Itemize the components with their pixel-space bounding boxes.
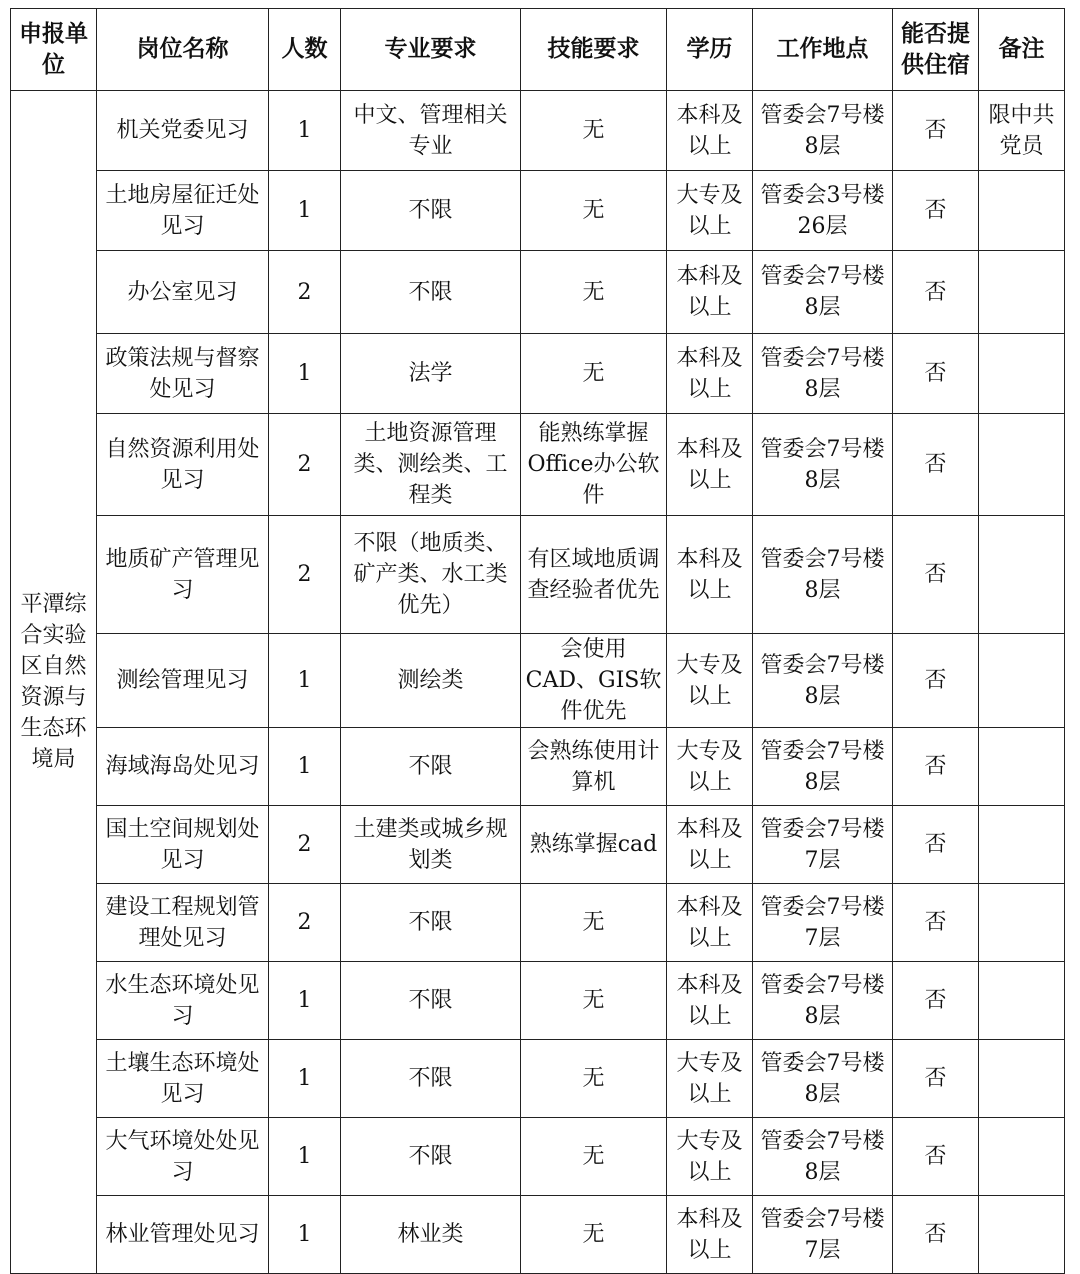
table-row — [11, 334, 1065, 414]
position-name-cell: 政策法规与督察处见习 — [97, 334, 269, 414]
location-cell: 管委会7号楼8层 — [753, 634, 893, 728]
education-cell: 大专及以上 — [667, 1040, 753, 1118]
count-cell: 1 — [269, 91, 341, 171]
table-row — [11, 171, 1065, 251]
skill-cell: 无 — [521, 884, 667, 962]
accommodation-cell: 否 — [893, 728, 979, 806]
accommodation-cell: 否 — [893, 1118, 979, 1196]
count-cell: 2 — [269, 884, 341, 962]
skill-cell: 熟练掌握cad — [521, 806, 667, 884]
table-row — [11, 1040, 1065, 1118]
position-name-cell: 地质矿产管理见习 — [97, 516, 269, 634]
skill-cell: 能熟练掌握Office办公软件 — [521, 414, 667, 516]
header-skill: 技能要求 — [521, 9, 667, 91]
education-cell: 本科及以上 — [667, 516, 753, 634]
table-row — [11, 1196, 1065, 1274]
major-cell: 不限 — [341, 251, 521, 334]
count-cell: 1 — [269, 1196, 341, 1274]
accommodation-cell: 否 — [893, 962, 979, 1040]
positions-table — [10, 8, 1065, 1274]
location-cell: 管委会3号楼26层 — [753, 171, 893, 251]
education-cell: 本科及以上 — [667, 414, 753, 516]
notes-cell — [979, 334, 1065, 414]
position-name-cell: 水生态环境处见习 — [97, 962, 269, 1040]
location-cell: 管委会7号楼8层 — [753, 91, 893, 171]
skill-cell: 会熟练使用计算机 — [521, 728, 667, 806]
major-cell: 不限 — [341, 1040, 521, 1118]
header-location: 工作地点 — [753, 9, 893, 91]
major-cell: 不限 — [341, 728, 521, 806]
notes-cell — [979, 1196, 1065, 1274]
count-cell: 2 — [269, 414, 341, 516]
position-name-cell: 林业管理处见习 — [97, 1196, 269, 1274]
education-cell: 大专及以上 — [667, 1118, 753, 1196]
accommodation-cell: 否 — [893, 251, 979, 334]
skill-cell: 无 — [521, 334, 667, 414]
position-name-cell: 测绘管理见习 — [97, 634, 269, 728]
skill-cell: 无 — [521, 251, 667, 334]
notes-cell — [979, 1118, 1065, 1196]
notes-cell — [979, 634, 1065, 728]
education-cell: 本科及以上 — [667, 806, 753, 884]
education-cell: 本科及以上 — [667, 334, 753, 414]
header-notes: 备注 — [979, 9, 1065, 91]
location-cell: 管委会7号楼8层 — [753, 334, 893, 414]
notes-cell — [979, 884, 1065, 962]
notes-cell: 限中共党员 — [979, 91, 1065, 171]
position-name-cell: 机关党委见习 — [97, 91, 269, 171]
position-name-cell: 土地房屋征迁处见习 — [97, 171, 269, 251]
position-name-cell: 国土空间规划处见习 — [97, 806, 269, 884]
skill-cell: 无 — [521, 171, 667, 251]
count-cell: 1 — [269, 962, 341, 1040]
education-cell: 本科及以上 — [667, 91, 753, 171]
count-cell: 1 — [269, 171, 341, 251]
table-row — [11, 634, 1065, 728]
major-cell: 不限 — [341, 1118, 521, 1196]
location-cell: 管委会7号楼7层 — [753, 884, 893, 962]
table-row — [11, 962, 1065, 1040]
major-cell: 林业类 — [341, 1196, 521, 1274]
header-major: 专业要求 — [341, 9, 521, 91]
accommodation-cell: 否 — [893, 1040, 979, 1118]
education-cell: 大专及以上 — [667, 634, 753, 728]
education-cell: 本科及以上 — [667, 1196, 753, 1274]
skill-cell: 会使用CAD、GIS软件优先 — [521, 634, 667, 728]
position-name-cell: 海域海岛处见习 — [97, 728, 269, 806]
table-row — [11, 884, 1065, 962]
education-cell: 大专及以上 — [667, 728, 753, 806]
notes-cell — [979, 728, 1065, 806]
count-cell: 1 — [269, 728, 341, 806]
notes-cell — [979, 251, 1065, 334]
table-row — [11, 414, 1065, 516]
skill-cell: 无 — [521, 1196, 667, 1274]
count-cell: 1 — [269, 1040, 341, 1118]
table-row — [11, 91, 1065, 171]
major-cell: 测绘类 — [341, 634, 521, 728]
skill-cell: 有区域地质调查经验者优先 — [521, 516, 667, 634]
position-name-cell: 土壤生态环境处见习 — [97, 1040, 269, 1118]
header-unit: 申报单位 — [11, 9, 97, 91]
education-cell: 大专及以上 — [667, 171, 753, 251]
count-cell: 1 — [269, 634, 341, 728]
table-row — [11, 516, 1065, 634]
notes-cell — [979, 516, 1065, 634]
location-cell: 管委会7号楼8层 — [753, 728, 893, 806]
accommodation-cell: 否 — [893, 884, 979, 962]
accommodation-cell: 否 — [893, 806, 979, 884]
header-education: 学历 — [667, 9, 753, 91]
accommodation-cell: 否 — [893, 91, 979, 171]
major-cell: 不限 — [341, 884, 521, 962]
education-cell: 本科及以上 — [667, 962, 753, 1040]
location-cell: 管委会7号楼8层 — [753, 962, 893, 1040]
major-cell: 土地资源管理类、测绘类、工程类 — [341, 414, 521, 516]
accommodation-cell: 否 — [893, 334, 979, 414]
table-row — [11, 728, 1065, 806]
accommodation-cell: 否 — [893, 1196, 979, 1274]
skill-cell: 无 — [521, 962, 667, 1040]
location-cell: 管委会7号楼8层 — [753, 516, 893, 634]
table-row — [11, 1118, 1065, 1196]
notes-cell — [979, 962, 1065, 1040]
skill-cell: 无 — [521, 1040, 667, 1118]
unit-cell: 平潭综合实验区自然资源与生态环境局 — [11, 91, 97, 1274]
major-cell: 中文、管理相关专业 — [341, 91, 521, 171]
header-count: 人数 — [269, 9, 341, 91]
location-cell: 管委会7号楼8层 — [753, 414, 893, 516]
education-cell: 本科及以上 — [667, 251, 753, 334]
major-cell: 法学 — [341, 334, 521, 414]
notes-cell — [979, 414, 1065, 516]
skill-cell: 无 — [521, 91, 667, 171]
position-name-cell: 自然资源利用处见习 — [97, 414, 269, 516]
location-cell: 管委会7号楼7层 — [753, 806, 893, 884]
header-row — [11, 9, 1065, 91]
position-name-cell: 建设工程规划管理处见习 — [97, 884, 269, 962]
location-cell: 管委会7号楼7层 — [753, 1196, 893, 1274]
table-body — [11, 91, 1065, 1274]
location-cell: 管委会7号楼8层 — [753, 1118, 893, 1196]
count-cell: 1 — [269, 1118, 341, 1196]
position-name-cell: 办公室见习 — [97, 251, 269, 334]
count-cell: 2 — [269, 251, 341, 334]
position-name-cell: 大气环境处处见习 — [97, 1118, 269, 1196]
location-cell: 管委会7号楼8层 — [753, 251, 893, 334]
table-row — [11, 251, 1065, 334]
count-cell: 2 — [269, 806, 341, 884]
location-cell: 管委会7号楼8层 — [753, 1040, 893, 1118]
skill-cell: 无 — [521, 1118, 667, 1196]
accommodation-cell: 否 — [893, 171, 979, 251]
education-cell: 本科及以上 — [667, 884, 753, 962]
table-row — [11, 806, 1065, 884]
count-cell: 1 — [269, 334, 341, 414]
notes-cell — [979, 806, 1065, 884]
notes-cell — [979, 171, 1065, 251]
accommodation-cell: 否 — [893, 414, 979, 516]
major-cell: 不限 — [341, 171, 521, 251]
accommodation-cell: 否 — [893, 516, 979, 634]
major-cell: 不限 — [341, 962, 521, 1040]
major-cell: 土建类或城乡规划类 — [341, 806, 521, 884]
header-position-name: 岗位名称 — [97, 9, 269, 91]
notes-cell — [979, 1040, 1065, 1118]
header-accommodation: 能否提供住宿 — [893, 9, 979, 91]
count-cell: 2 — [269, 516, 341, 634]
major-cell: 不限（地质类、矿产类、水工类优先） — [341, 516, 521, 634]
accommodation-cell: 否 — [893, 634, 979, 728]
